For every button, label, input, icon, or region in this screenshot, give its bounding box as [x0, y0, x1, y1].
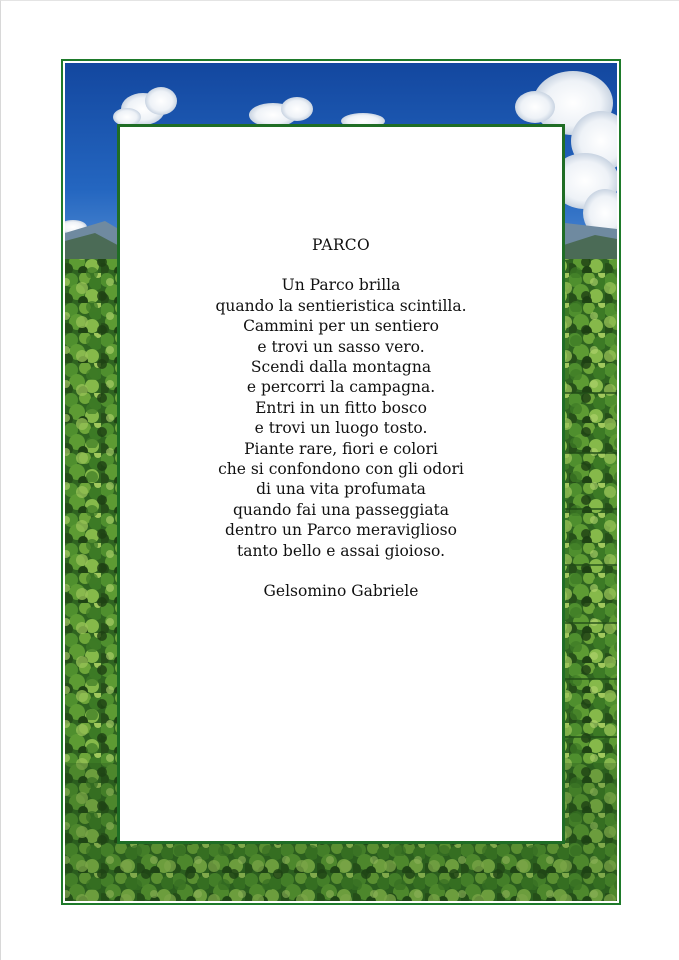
poem-line: e trovi un sasso vero. [257, 337, 425, 356]
poem-line: Cammini per un sentiero [243, 317, 439, 336]
poem-line: quando la sentieristica scintilla. [215, 296, 467, 315]
poem-author: Gelsomino Gabriele [263, 582, 419, 601]
poem-line: Piante rare, fiori e colori [244, 439, 438, 458]
poem-line: Scendi dalla montagna [250, 358, 432, 377]
poem-line: dentro un Parco meraviglioso [225, 521, 457, 540]
poem-line: di una vita profumata [256, 480, 426, 499]
poem-line: tanto bello e assai gioioso. [236, 541, 446, 560]
poem-line: e percorri la campagna. [246, 378, 436, 397]
poem-line: quando fai una passeggiata [232, 500, 450, 519]
poem-title: PARCO [312, 236, 370, 254]
poem-line: Entri in un fitto bosco [255, 398, 427, 417]
poem-line: Un Parco brilla [281, 276, 401, 295]
poem-block [117, 235, 565, 602]
poem-line: che si confondono con gli odori [218, 460, 464, 479]
poem-line: e trovi un luogo tosto. [254, 419, 428, 438]
